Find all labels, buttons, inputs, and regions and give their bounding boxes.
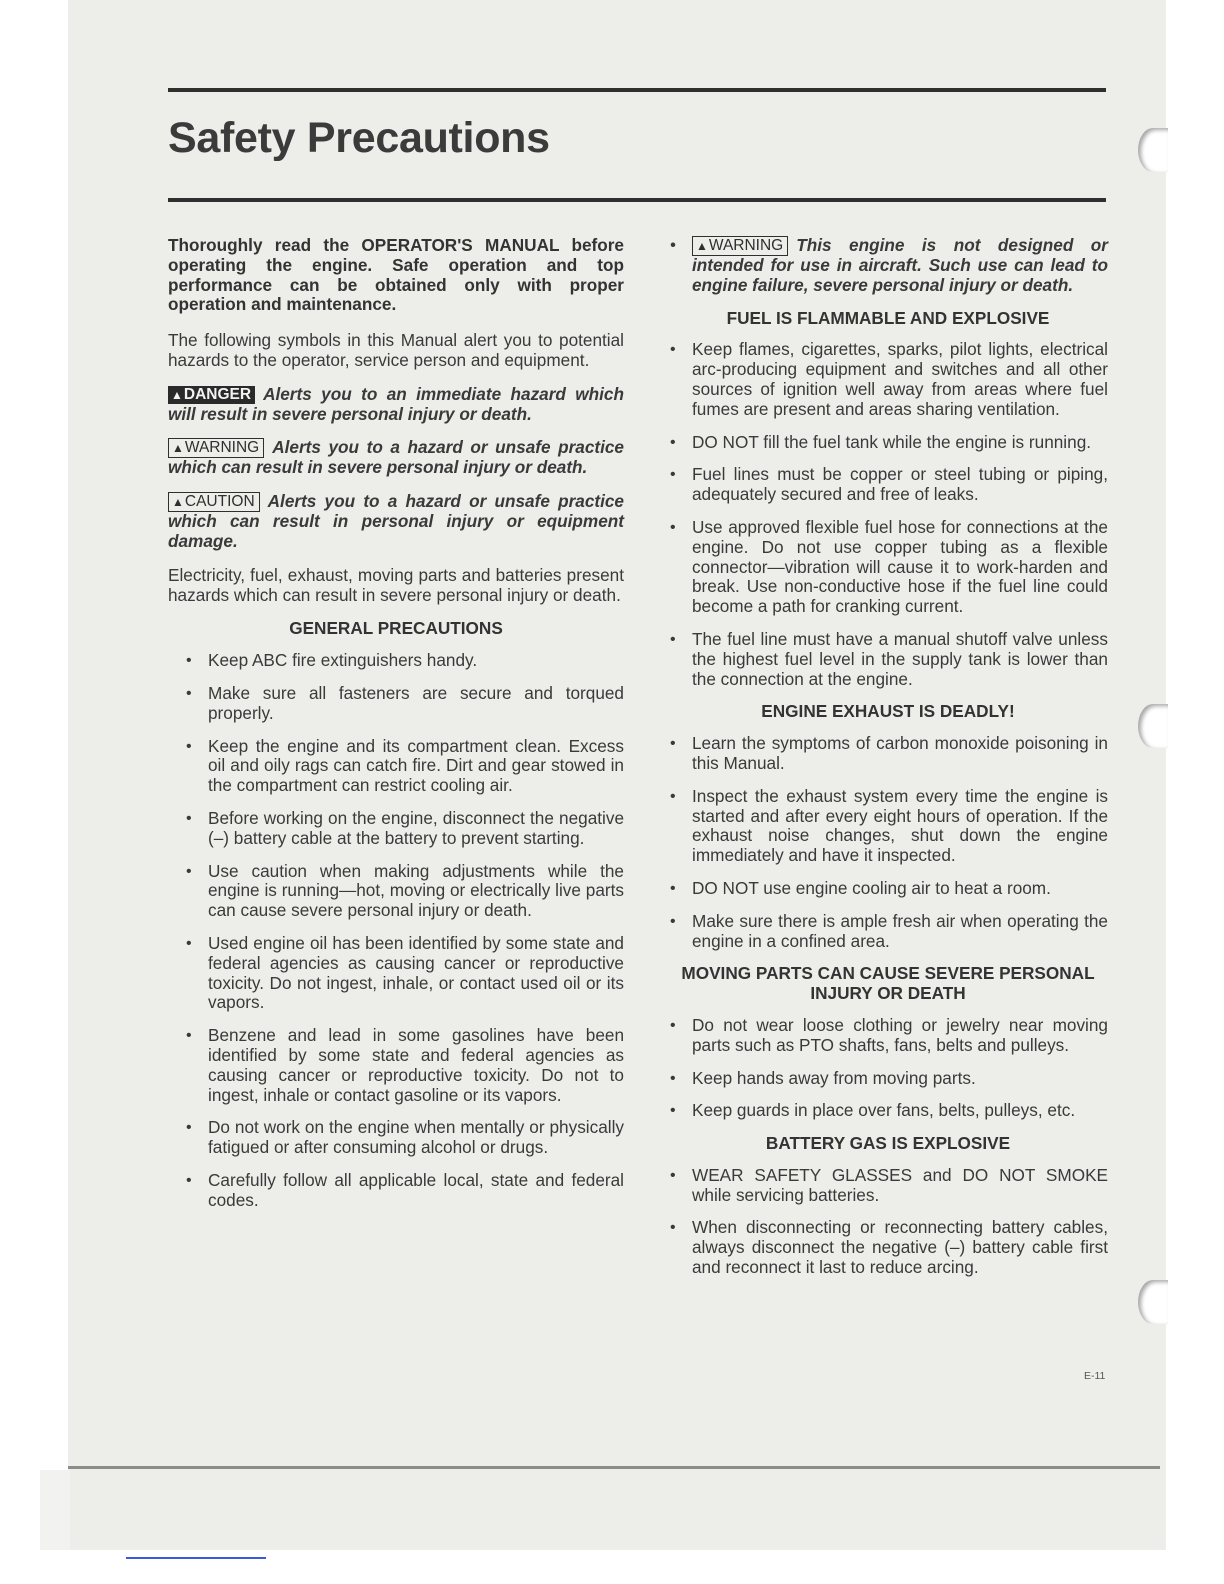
list-item: • Make sure there is ample fresh air when operating the engine in a confined area. [670, 910, 1108, 951]
list-item: • WEAR SAFETY GLASSES and DO NOT SMOKE while servicing batteries. [670, 1164, 1108, 1205]
sheet-bottom-edge [68, 1466, 1160, 1469]
aircraft-warning-text: This engine is not designed or intended for use in aircraft. Such use can lead to engine failure, severe personal injury or death. [692, 235, 1108, 295]
caution-badge: ▲CAUTION [168, 492, 260, 512]
bullet-icon: • [186, 862, 192, 880]
bullet-icon: • [670, 1219, 676, 1237]
bullet-icon: • [670, 1069, 676, 1087]
danger-definition [168, 385, 624, 425]
exhaust-heading: ENGINE EXHAUST IS DEADLY! [761, 701, 1015, 722]
title-rule [168, 198, 1106, 202]
list-item: • Carefully follow all applicable local, state and federal codes. [186, 1169, 624, 1210]
list-item: • Learn the symptoms of carbon monoxide poisoning in this Manual. [670, 733, 1108, 773]
general-precautions-heading: GENERAL PRECAUTIONS [289, 618, 503, 639]
list-item: • Before working on the engine, disconnect the negative (–) battery cable at the battery to prevent starting. [186, 807, 624, 848]
aircraft-warning [668, 236, 1108, 296]
general-precautions-list [168, 651, 624, 1210]
warning-badge: ▲WARNING [168, 438, 264, 458]
right-column [668, 236, 1108, 1291]
bullet-icon: • [186, 737, 192, 755]
list-item: • Keep flames, cigarettes, sparks, pilot lights, electrical arc-producing equipment and switches and all other sources of ignition well away from areas where fuel fumes are present and areas sharing ventilation. [670, 339, 1108, 419]
list-item: • When disconnecting or reconnecting battery cables, always disconnect the negative (–) battery cable first and reconnect it last to reduce arcing. [670, 1217, 1108, 1278]
warning-text: Alerts you to a hazard or unsafe practice which can result in severe personal injury or death. [168, 437, 624, 478]
list-item: • Benzene and lead in some gasolines have been identified by some state and federal agencies as causing cancer or reproductive toxicity. Do not to ingest, inhale or contact gasoline or its vapors. [186, 1025, 624, 1105]
bullet-icon: • [186, 809, 192, 827]
danger-text: Alerts you to an immediate hazard which will result in severe personal injury or death. [168, 383, 624, 424]
bullet-icon: • [670, 466, 676, 484]
fuel-heading: FUEL IS FLAMMABLE AND EXPLOSIVE [726, 307, 1050, 328]
page-number: E-11 [1084, 1370, 1106, 1382]
bullet-icon: • [186, 934, 192, 952]
alert-triangle-icon: ▲ [172, 495, 184, 510]
list-item: • Keep the engine and its compartment clean. Excess oil and oily rags can catch fire. Dirt and gear stowed in the compartment can restrict cooling air. [186, 735, 624, 796]
exhaust-list [668, 734, 1108, 951]
list-item: • Make sure all fasteners are secure and torqued properly. [186, 682, 624, 723]
bullet-icon: • [670, 237, 676, 254]
list-item: • Keep ABC fire extinguishers handy. [186, 650, 478, 671]
list-item: • Do not work on the engine when mentally or physically fatigued or after consuming alcohol or drugs. [186, 1117, 624, 1158]
caution-definition [168, 492, 624, 552]
danger-badge: ▲DANGER [168, 386, 255, 404]
intro-paragraph: Thoroughly read the OPERATOR'S MANUAL before operating the engine. Safe operation and top performance can be obtained only with proper operation and maintenance. [168, 235, 624, 315]
bullet-icon: • [670, 433, 676, 451]
bullet-icon: • [670, 630, 676, 648]
warning-badge: ▲WARNING [692, 236, 788, 256]
fuel-list [668, 340, 1108, 689]
list-item: • Keep hands away from moving parts. [670, 1067, 976, 1088]
alert-triangle-icon: ▲ [171, 387, 183, 402]
list-item: • Do not wear loose clothing or jewelry near moving parts such as PTO shafts, fans, belts and pulleys. [670, 1014, 1108, 1055]
symbols-intro: The following symbols in this Manual alert you to potential hazards to the operator, service person and equipment. [168, 330, 624, 370]
list-item: • Keep guards in place over fans, belts, pulleys, etc. [670, 1100, 1076, 1121]
binder-hole [1138, 704, 1168, 748]
binder-hole [1138, 128, 1168, 172]
battery-list [668, 1166, 1108, 1278]
bullet-icon: • [186, 684, 192, 702]
list-item: • Use caution when making adjustments while the engine is running—hot, moving or electrically live parts can cause severe personal injury or death. [186, 860, 624, 921]
list-item: • Inspect the exhaust system every time the engine is started and after every eight hours of operation. If the exhaust noise changes, shut down the engine immediately and have it inspected. [670, 785, 1108, 866]
warning-definition [168, 438, 624, 478]
moving-parts-heading: MOVING PARTS CAN CAUSE SEVERE PERSONAL INJURY OR DEATH [681, 963, 1095, 1004]
list-item: • Use approved flexible fuel hose for connections at the engine. Do not use copper tubing as a flexible connector—vibration will cause it to work-harden and break. Use non-conductive hose if the fuel line could become a path for cranking current. [670, 516, 1108, 617]
page-title: Safety Precautions [168, 114, 550, 162]
binder-hole [1138, 1280, 1168, 1324]
bullet-icon: • [670, 879, 676, 897]
bullet-icon: • [186, 1119, 192, 1137]
bottom-link-underline [126, 1557, 266, 1559]
caution-text: Alerts you to a hazard or unsafe practice which can result in personal injury or equipment damage. [168, 491, 624, 551]
bullet-icon: • [186, 1027, 192, 1045]
bullet-icon: • [670, 518, 676, 536]
aircraft-warning-list [668, 236, 1108, 296]
alert-triangle-icon: ▲ [696, 239, 708, 253]
battery-heading: BATTERY GAS IS EXPLOSIVE [765, 1133, 1011, 1154]
list-item: • Used engine oil has been identified by some state and federal agencies as causing cancer or reproductive toxicity. Do not ingest, inhale, or contact used oil or its vapors. [186, 932, 624, 1013]
bullet-icon: • [670, 912, 676, 930]
bullet-icon: • [186, 1171, 192, 1189]
list-item: • Fuel lines must be copper or steel tubing or piping, adequately secured and free of leaks. [670, 464, 1108, 505]
list-item: • DO NOT fill the fuel tank while the engine is running. [670, 431, 1092, 452]
bullet-icon: • [670, 787, 676, 805]
bullet-icon: • [670, 1166, 676, 1184]
sheet-left-edge [40, 1470, 70, 1550]
top-rule [168, 88, 1106, 92]
alert-triangle-icon: ▲ [172, 441, 184, 456]
bullet-icon: • [670, 1102, 676, 1120]
bullet-icon: • [670, 341, 676, 359]
bullet-icon: • [670, 735, 676, 753]
left-column [168, 236, 624, 1223]
moving-parts-list [668, 1016, 1108, 1121]
bullet-icon: • [670, 1016, 676, 1034]
list-item: • The fuel line must have a manual shutoff valve unless the highest fuel level in the supply tank is lower than the connection at the engine. [670, 628, 1108, 689]
hazards-paragraph: Electricity, fuel, exhaust, moving parts and batteries present hazards which can result in severe personal injury or death. [168, 564, 624, 605]
bullet-icon: • [186, 652, 192, 670]
list-item: • DO NOT use engine cooling air to heat a room. [670, 877, 1051, 898]
